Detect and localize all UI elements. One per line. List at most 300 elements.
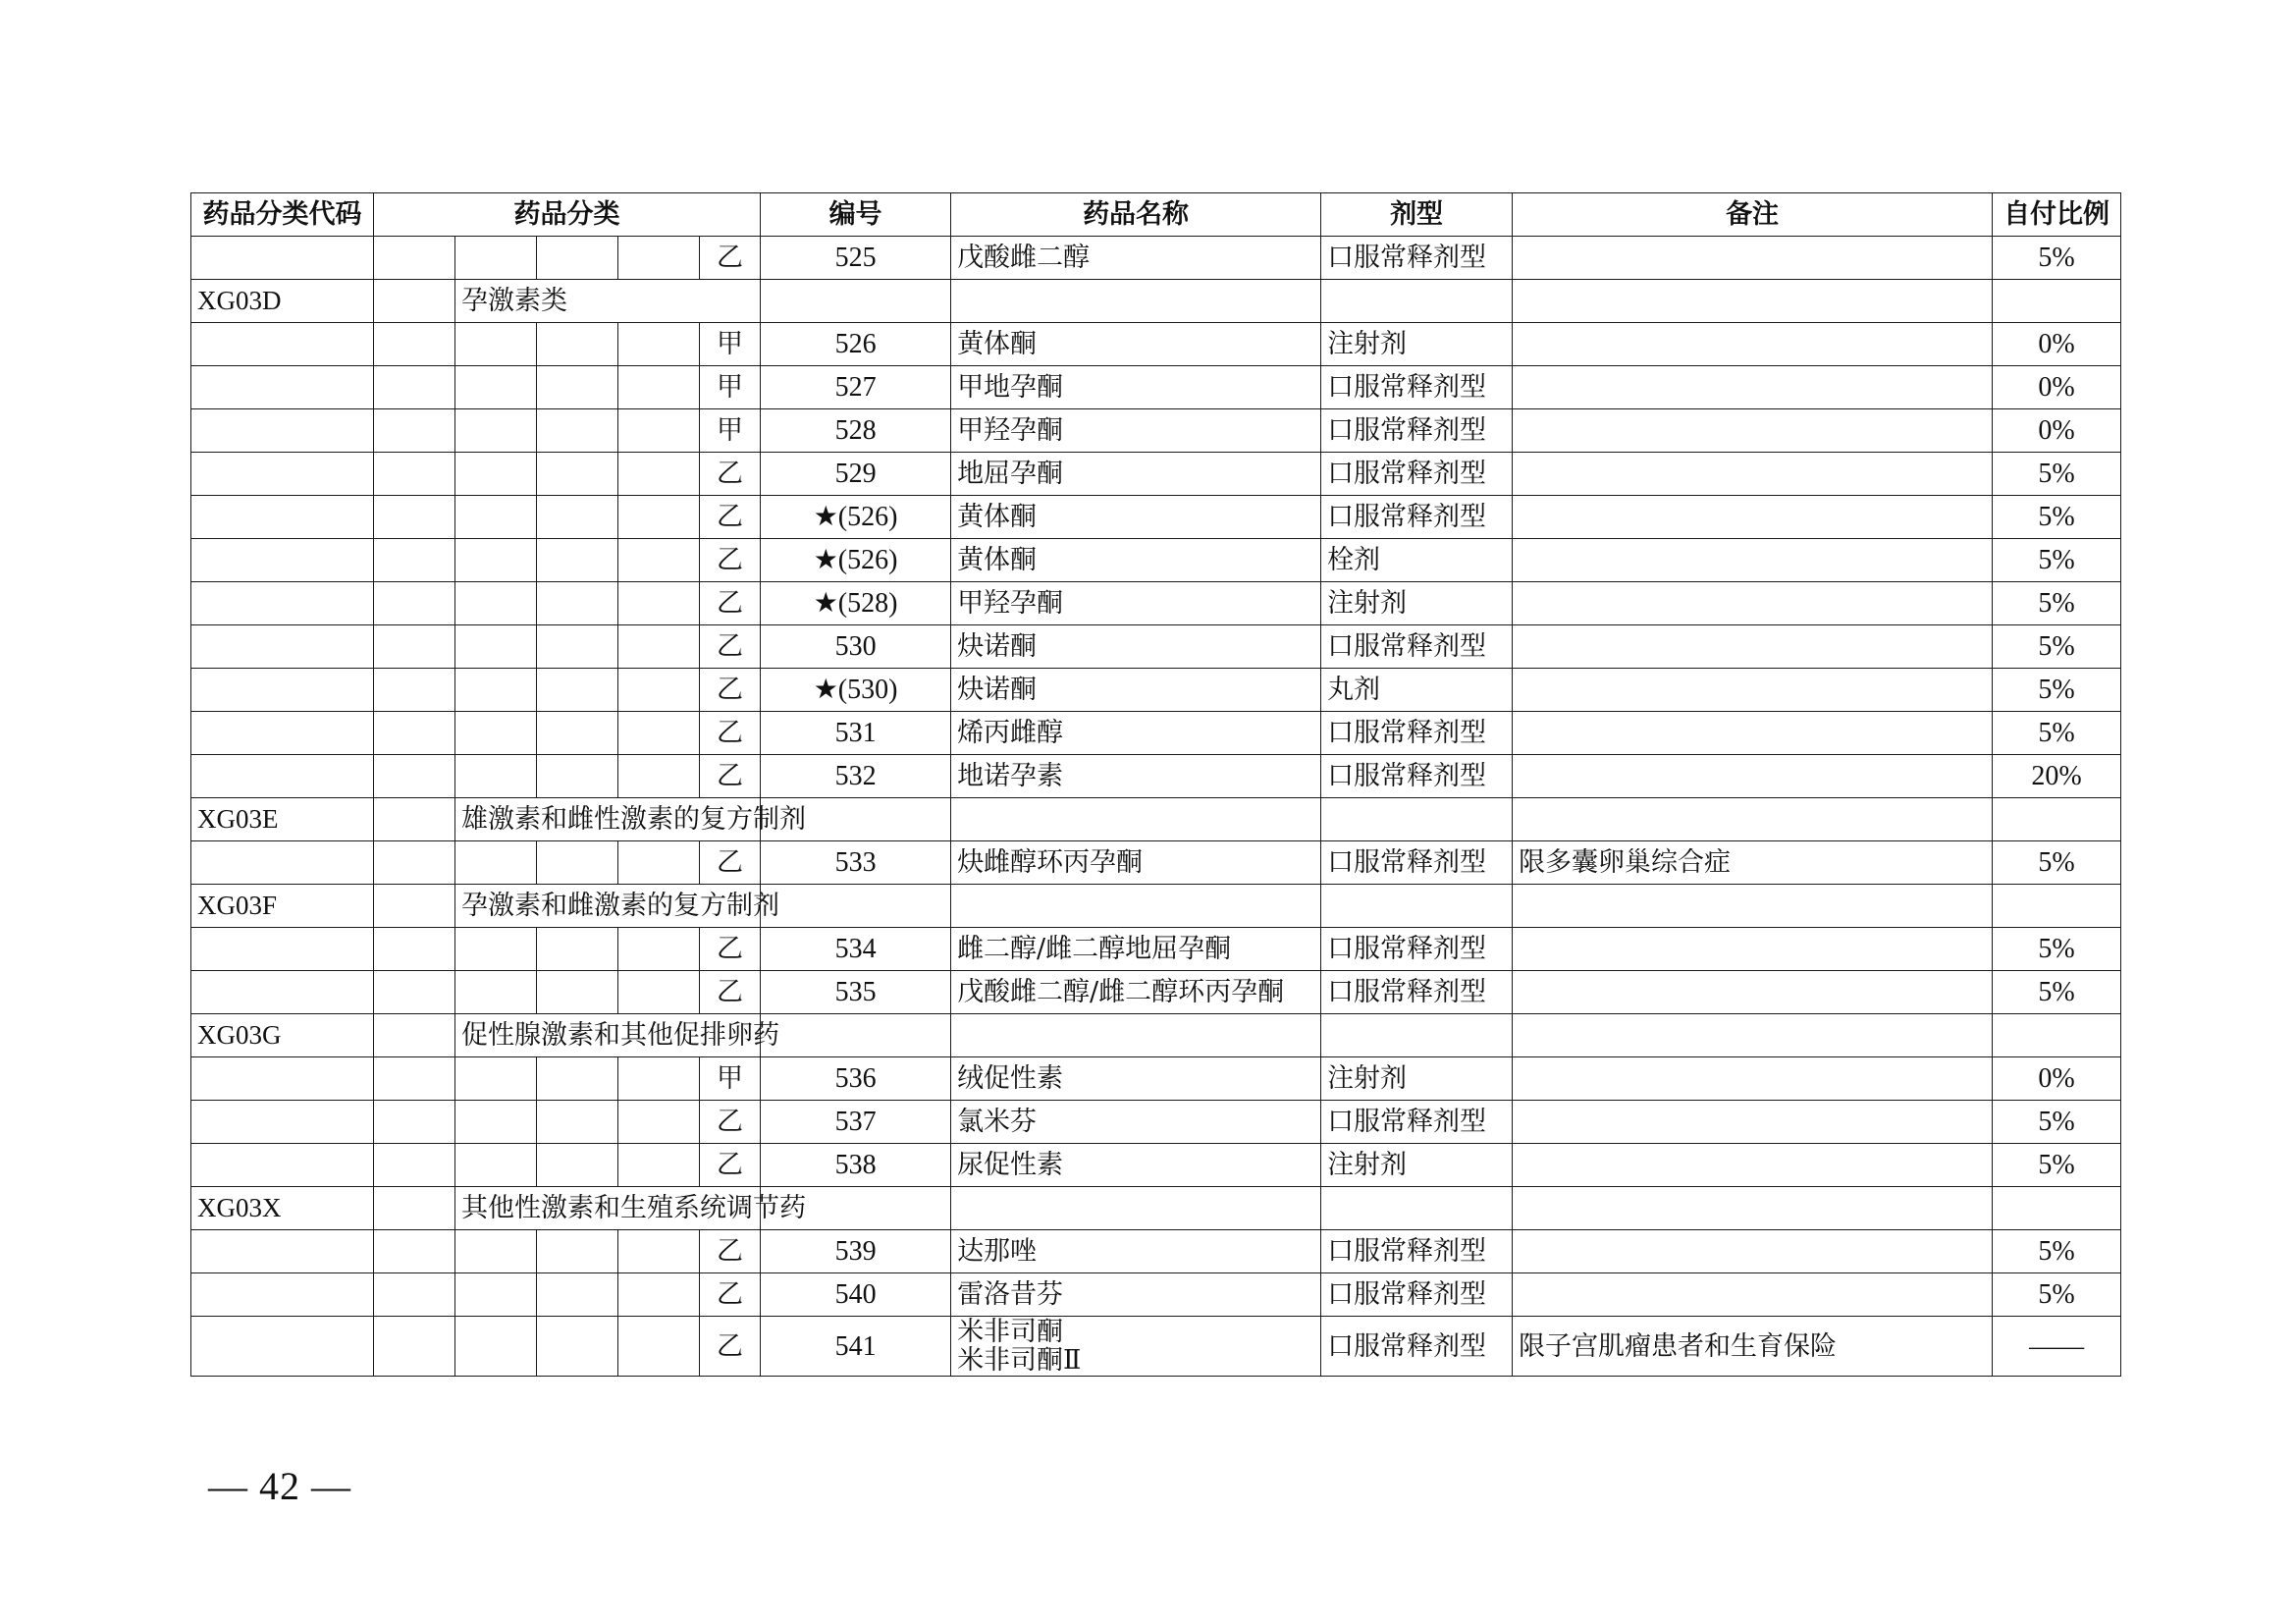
number-cell — [761, 1014, 951, 1057]
drug-note — [1513, 366, 1993, 409]
note-cell — [1513, 1014, 1993, 1057]
drug-catalog-table — [190, 192, 2121, 1377]
code-cell — [191, 366, 374, 409]
drug-name-line: 炔诺酮 — [957, 675, 1038, 705]
code-cell — [191, 453, 374, 496]
drug-note — [1513, 1144, 1993, 1187]
empty-cell — [618, 971, 700, 1014]
dosage-form: 口服常释剂型 — [1321, 1101, 1513, 1144]
empty-cell — [618, 237, 700, 280]
tier-cell: 乙 — [700, 237, 761, 280]
drug-number: 525 — [761, 237, 951, 280]
empty-cell — [455, 928, 537, 971]
header-number: 编号 — [761, 193, 951, 237]
drug-name — [951, 1317, 1321, 1377]
drug-number: 540 — [761, 1273, 951, 1317]
empty-cell — [374, 496, 455, 539]
drug-name — [951, 1144, 1321, 1187]
tier-cell: 乙 — [700, 1273, 761, 1317]
empty-cell — [374, 409, 455, 453]
empty-cell — [455, 1101, 537, 1144]
dosage-form: 注射剂 — [1321, 1144, 1513, 1187]
empty-cell — [455, 1144, 537, 1187]
drug-name-line: 甲羟孕酮 — [957, 415, 1064, 446]
tier-cell: 乙 — [700, 625, 761, 669]
empty-cell — [455, 841, 537, 885]
drug-number: 535 — [761, 971, 951, 1014]
tier-cell: 乙 — [700, 496, 761, 539]
tier-cell: 乙 — [700, 712, 761, 755]
drug-name — [951, 669, 1321, 712]
drug-note — [1513, 409, 1993, 453]
empty-cell — [374, 1273, 455, 1317]
drug-row — [191, 539, 2121, 582]
code-cell — [191, 755, 374, 798]
drug-note — [1513, 237, 1993, 280]
drug-name-line: 黄体酮 — [957, 545, 1038, 575]
header-form: 剂型 — [1321, 193, 1513, 237]
code-cell — [191, 971, 374, 1014]
empty-cell — [455, 755, 537, 798]
empty-cell — [618, 669, 700, 712]
empty-cell — [374, 1317, 455, 1377]
page-number: — 42 — — [208, 1464, 351, 1508]
self-pay-ratio: 0% — [1993, 409, 2121, 453]
self-pay-ratio: 5% — [1993, 928, 2121, 971]
category-label: 孕激素类 — [455, 280, 761, 323]
dosage-form: 丸剂 — [1321, 669, 1513, 712]
drug-row — [191, 1317, 2121, 1377]
drug-note — [1513, 539, 1993, 582]
empty-cell — [537, 496, 618, 539]
tier-cell: 甲 — [700, 409, 761, 453]
drug-name — [951, 625, 1321, 669]
empty-cell — [537, 712, 618, 755]
empty-cell — [455, 1273, 537, 1317]
empty-cell — [537, 539, 618, 582]
drug-note: 限多囊卵巢综合症 — [1513, 841, 1993, 885]
drug-name-line: 烯丙雌醇 — [957, 718, 1064, 748]
ratio-cell — [1993, 1014, 2121, 1057]
empty-cell — [455, 409, 537, 453]
empty-cell — [374, 798, 455, 841]
ratio-cell — [1993, 885, 2121, 928]
empty-cell — [537, 625, 618, 669]
empty-cell — [618, 1317, 700, 1377]
empty-cell — [537, 1057, 618, 1101]
drug-number: ★(528) — [761, 582, 951, 625]
drug-name-line: 达那唑 — [957, 1236, 1038, 1267]
note-cell — [1513, 798, 1993, 841]
empty-cell — [374, 755, 455, 798]
empty-cell — [537, 323, 618, 366]
empty-cell — [374, 1187, 455, 1230]
self-pay-ratio: 0% — [1993, 366, 2121, 409]
header-code: 药品分类代码 — [191, 193, 374, 237]
dosage-form: 口服常释剂型 — [1321, 625, 1513, 669]
self-pay-ratio: 5% — [1993, 625, 2121, 669]
tier-cell: 乙 — [700, 971, 761, 1014]
header-note: 备注 — [1513, 193, 1993, 237]
drug-row — [191, 755, 2121, 798]
self-pay-ratio: 5% — [1993, 712, 2121, 755]
self-pay-ratio: 5% — [1993, 582, 2121, 625]
empty-cell — [537, 1273, 618, 1317]
empty-cell — [374, 625, 455, 669]
drug-name-line: 地诺孕素 — [957, 761, 1064, 791]
empty-cell — [618, 496, 700, 539]
dosage-form: 口服常释剂型 — [1321, 1317, 1513, 1377]
dosage-form: 口服常释剂型 — [1321, 237, 1513, 280]
drug-name-line: 米非司酮 — [957, 1317, 1064, 1347]
self-pay-ratio: 5% — [1993, 496, 2121, 539]
dosage-form: 注射剂 — [1321, 582, 1513, 625]
table-body — [191, 237, 2121, 1377]
number-cell — [761, 280, 951, 323]
empty-cell — [374, 669, 455, 712]
empty-cell — [455, 582, 537, 625]
drug-row — [191, 323, 2121, 366]
drug-name-line: 戊酸雌二醇 — [957, 243, 1091, 273]
drug-name — [951, 841, 1321, 885]
code-cell — [191, 1101, 374, 1144]
empty-cell — [455, 971, 537, 1014]
drug-note — [1513, 971, 1993, 1014]
drug-note — [1513, 1101, 1993, 1144]
empty-cell — [618, 323, 700, 366]
empty-cell — [374, 323, 455, 366]
drug-name-line: 炔雌醇环丙孕酮 — [957, 847, 1144, 878]
drug-row — [191, 409, 2121, 453]
empty-cell — [374, 971, 455, 1014]
drug-name-line: 黄体酮 — [957, 502, 1038, 532]
empty-cell — [455, 712, 537, 755]
empty-cell — [618, 841, 700, 885]
drug-name — [951, 1273, 1321, 1317]
tier-cell: 甲 — [700, 323, 761, 366]
tier-cell: 甲 — [700, 366, 761, 409]
form-cell — [1321, 798, 1513, 841]
tier-cell: 乙 — [700, 1144, 761, 1187]
empty-cell — [537, 669, 618, 712]
empty-cell — [455, 237, 537, 280]
empty-cell — [618, 582, 700, 625]
empty-cell — [455, 539, 537, 582]
drug-note — [1513, 453, 1993, 496]
empty-cell — [537, 1317, 618, 1377]
drug-row — [191, 971, 2121, 1014]
empty-cell — [537, 1230, 618, 1273]
empty-cell — [537, 1101, 618, 1144]
empty-cell — [537, 237, 618, 280]
code-cell — [191, 1057, 374, 1101]
drug-name-line: 雌二醇/雌二醇地屈孕酮 — [957, 934, 1232, 964]
tier-cell: 乙 — [700, 539, 761, 582]
drug-name — [951, 409, 1321, 453]
self-pay-ratio: 5% — [1993, 1144, 2121, 1187]
drug-name-line: 地屈孕酮 — [957, 459, 1064, 489]
drug-name — [951, 971, 1321, 1014]
category-row — [191, 280, 2121, 323]
category-label: 其他性激素和生殖系统调节药 — [455, 1187, 761, 1230]
note-cell — [1513, 1187, 1993, 1230]
drug-name — [951, 237, 1321, 280]
ratio-cell — [1993, 280, 2121, 323]
empty-cell — [618, 1101, 700, 1144]
empty-cell — [374, 841, 455, 885]
empty-cell — [618, 539, 700, 582]
empty-cell — [455, 323, 537, 366]
category-code: XG03X — [191, 1187, 374, 1230]
header-category: 药品分类 — [374, 193, 761, 237]
drug-row — [191, 712, 2121, 755]
name-cell — [951, 885, 1321, 928]
ratio-cell — [1993, 1187, 2121, 1230]
drug-row — [191, 1273, 2121, 1317]
empty-cell — [455, 1317, 537, 1377]
empty-cell — [374, 539, 455, 582]
empty-cell — [374, 1144, 455, 1187]
drug-name-line: 甲地孕酮 — [957, 372, 1064, 403]
drug-name — [951, 1057, 1321, 1101]
drug-row — [191, 841, 2121, 885]
drug-row — [191, 928, 2121, 971]
drug-name — [951, 539, 1321, 582]
empty-cell — [618, 453, 700, 496]
drug-name-line: 戊酸雌二醇/雌二醇环丙孕酮 — [957, 977, 1285, 1007]
empty-cell — [537, 928, 618, 971]
empty-cell — [618, 366, 700, 409]
empty-cell — [455, 1230, 537, 1273]
drug-name — [951, 582, 1321, 625]
ratio-cell — [1993, 798, 2121, 841]
drug-row — [191, 1230, 2121, 1273]
drug-number: 537 — [761, 1101, 951, 1144]
drug-name-line: 雷洛昔芬 — [957, 1279, 1064, 1310]
empty-cell — [537, 1144, 618, 1187]
category-code: XG03E — [191, 798, 374, 841]
name-cell — [951, 1014, 1321, 1057]
drug-note — [1513, 496, 1993, 539]
self-pay-ratio: 5% — [1993, 841, 2121, 885]
code-cell — [191, 1273, 374, 1317]
dosage-form: 栓剂 — [1321, 539, 1513, 582]
self-pay-ratio: 5% — [1993, 1101, 2121, 1144]
code-cell — [191, 323, 374, 366]
empty-cell — [537, 409, 618, 453]
dosage-form: 注射剂 — [1321, 323, 1513, 366]
self-pay-ratio: 5% — [1993, 237, 2121, 280]
empty-cell — [455, 496, 537, 539]
dosage-form: 口服常释剂型 — [1321, 928, 1513, 971]
code-cell — [191, 669, 374, 712]
number-cell — [761, 885, 951, 928]
dosage-form: 口服常释剂型 — [1321, 496, 1513, 539]
drug-number: 536 — [761, 1057, 951, 1101]
code-cell — [191, 841, 374, 885]
drug-name — [951, 323, 1321, 366]
empty-cell — [374, 885, 455, 928]
empty-cell — [618, 625, 700, 669]
drug-name-line: 炔诺酮 — [957, 631, 1038, 662]
drug-note — [1513, 928, 1993, 971]
drug-note: 限子宫肌瘤患者和生育保险 — [1513, 1317, 1993, 1377]
drug-number: 527 — [761, 366, 951, 409]
drug-number: 532 — [761, 755, 951, 798]
drug-note — [1513, 625, 1993, 669]
self-pay-ratio: 0% — [1993, 1057, 2121, 1101]
category-code: XG03D — [191, 280, 374, 323]
code-cell — [191, 712, 374, 755]
empty-cell — [374, 1057, 455, 1101]
drug-number: 528 — [761, 409, 951, 453]
form-cell — [1321, 885, 1513, 928]
code-cell — [191, 928, 374, 971]
self-pay-ratio: 5% — [1993, 971, 2121, 1014]
tier-cell: 乙 — [700, 1230, 761, 1273]
code-cell — [191, 237, 374, 280]
category-row — [191, 885, 2121, 928]
empty-cell — [537, 453, 618, 496]
empty-cell — [537, 841, 618, 885]
empty-cell — [374, 1230, 455, 1273]
code-cell — [191, 625, 374, 669]
empty-cell — [618, 1273, 700, 1317]
empty-cell — [618, 712, 700, 755]
category-code: XG03G — [191, 1014, 374, 1057]
dosage-form: 注射剂 — [1321, 1057, 1513, 1101]
dosage-form: 口服常释剂型 — [1321, 841, 1513, 885]
drug-row — [191, 625, 2121, 669]
dosage-form: 口服常释剂型 — [1321, 971, 1513, 1014]
drug-name — [951, 453, 1321, 496]
drug-note — [1513, 582, 1993, 625]
empty-cell — [455, 366, 537, 409]
drug-row — [191, 1144, 2121, 1187]
tier-cell: 甲 — [700, 1057, 761, 1101]
code-cell — [191, 496, 374, 539]
drug-name-line: 绒促性素 — [957, 1063, 1064, 1094]
dosage-form: 口服常释剂型 — [1321, 409, 1513, 453]
drug-row — [191, 496, 2121, 539]
drug-name — [951, 366, 1321, 409]
dosage-form: 口服常释剂型 — [1321, 366, 1513, 409]
self-pay-ratio: 5% — [1993, 669, 2121, 712]
tier-cell: 乙 — [700, 841, 761, 885]
drug-note — [1513, 1230, 1993, 1273]
dosage-form: 口服常释剂型 — [1321, 755, 1513, 798]
category-label: 雄激素和雌性激素的复方制剂 — [455, 798, 761, 841]
dosage-form: 口服常释剂型 — [1321, 1273, 1513, 1317]
category-row — [191, 798, 2121, 841]
drug-number: 529 — [761, 453, 951, 496]
empty-cell — [374, 1014, 455, 1057]
self-pay-ratio: 5% — [1993, 1230, 2121, 1273]
drug-name — [951, 1230, 1321, 1273]
drug-note — [1513, 323, 1993, 366]
drug-name-line: 尿促性素 — [957, 1150, 1064, 1180]
empty-cell — [618, 928, 700, 971]
self-pay-ratio: 5% — [1993, 539, 2121, 582]
code-cell — [191, 1230, 374, 1273]
drug-number: 541 — [761, 1317, 951, 1377]
empty-cell — [618, 1230, 700, 1273]
drug-name-line: 米非司酮Ⅱ — [957, 1345, 1082, 1376]
form-cell — [1321, 1187, 1513, 1230]
self-pay-ratio: 5% — [1993, 453, 2121, 496]
category-row — [191, 1014, 2121, 1057]
empty-cell — [537, 366, 618, 409]
drug-note — [1513, 1057, 1993, 1101]
dosage-form: 口服常释剂型 — [1321, 1230, 1513, 1273]
drug-note — [1513, 669, 1993, 712]
dosage-form: 口服常释剂型 — [1321, 453, 1513, 496]
drug-row — [191, 1057, 2121, 1101]
empty-cell — [374, 453, 455, 496]
code-cell — [191, 539, 374, 582]
drug-name — [951, 755, 1321, 798]
empty-cell — [374, 928, 455, 971]
drug-name — [951, 712, 1321, 755]
header-ratio: 自付比例 — [1993, 193, 2121, 237]
empty-cell — [374, 1101, 455, 1144]
name-cell — [951, 1187, 1321, 1230]
code-cell — [191, 1317, 374, 1377]
empty-cell — [618, 755, 700, 798]
empty-cell — [537, 971, 618, 1014]
empty-cell — [455, 669, 537, 712]
empty-cell — [537, 582, 618, 625]
drug-row — [191, 1101, 2121, 1144]
drug-note — [1513, 755, 1993, 798]
tier-cell: 乙 — [700, 669, 761, 712]
empty-cell — [537, 755, 618, 798]
drug-name — [951, 1101, 1321, 1144]
empty-cell — [455, 1057, 537, 1101]
self-pay-ratio: 5% — [1993, 1273, 2121, 1317]
empty-cell — [374, 237, 455, 280]
drug-row — [191, 237, 2121, 280]
drug-row — [191, 366, 2121, 409]
self-pay-ratio: 0% — [1993, 323, 2121, 366]
table-header-row — [191, 193, 2121, 237]
empty-cell — [374, 712, 455, 755]
empty-cell — [455, 453, 537, 496]
drug-note — [1513, 712, 1993, 755]
drug-name — [951, 496, 1321, 539]
form-cell — [1321, 280, 1513, 323]
name-cell — [951, 280, 1321, 323]
empty-cell — [374, 582, 455, 625]
header-name: 药品名称 — [951, 193, 1321, 237]
empty-cell — [374, 280, 455, 323]
empty-cell — [374, 366, 455, 409]
drug-number: 539 — [761, 1230, 951, 1273]
note-cell — [1513, 280, 1993, 323]
category-code: XG03F — [191, 885, 374, 928]
drug-name-line: 甲羟孕酮 — [957, 588, 1064, 619]
tier-cell: 乙 — [700, 582, 761, 625]
drug-number: 533 — [761, 841, 951, 885]
drug-row — [191, 669, 2121, 712]
category-label: 促性腺激素和其他促排卵药 — [455, 1014, 761, 1057]
tier-cell: 乙 — [700, 928, 761, 971]
drug-number: 526 — [761, 323, 951, 366]
empty-cell — [618, 409, 700, 453]
drug-note — [1513, 1273, 1993, 1317]
empty-cell — [618, 1057, 700, 1101]
code-cell — [191, 409, 374, 453]
